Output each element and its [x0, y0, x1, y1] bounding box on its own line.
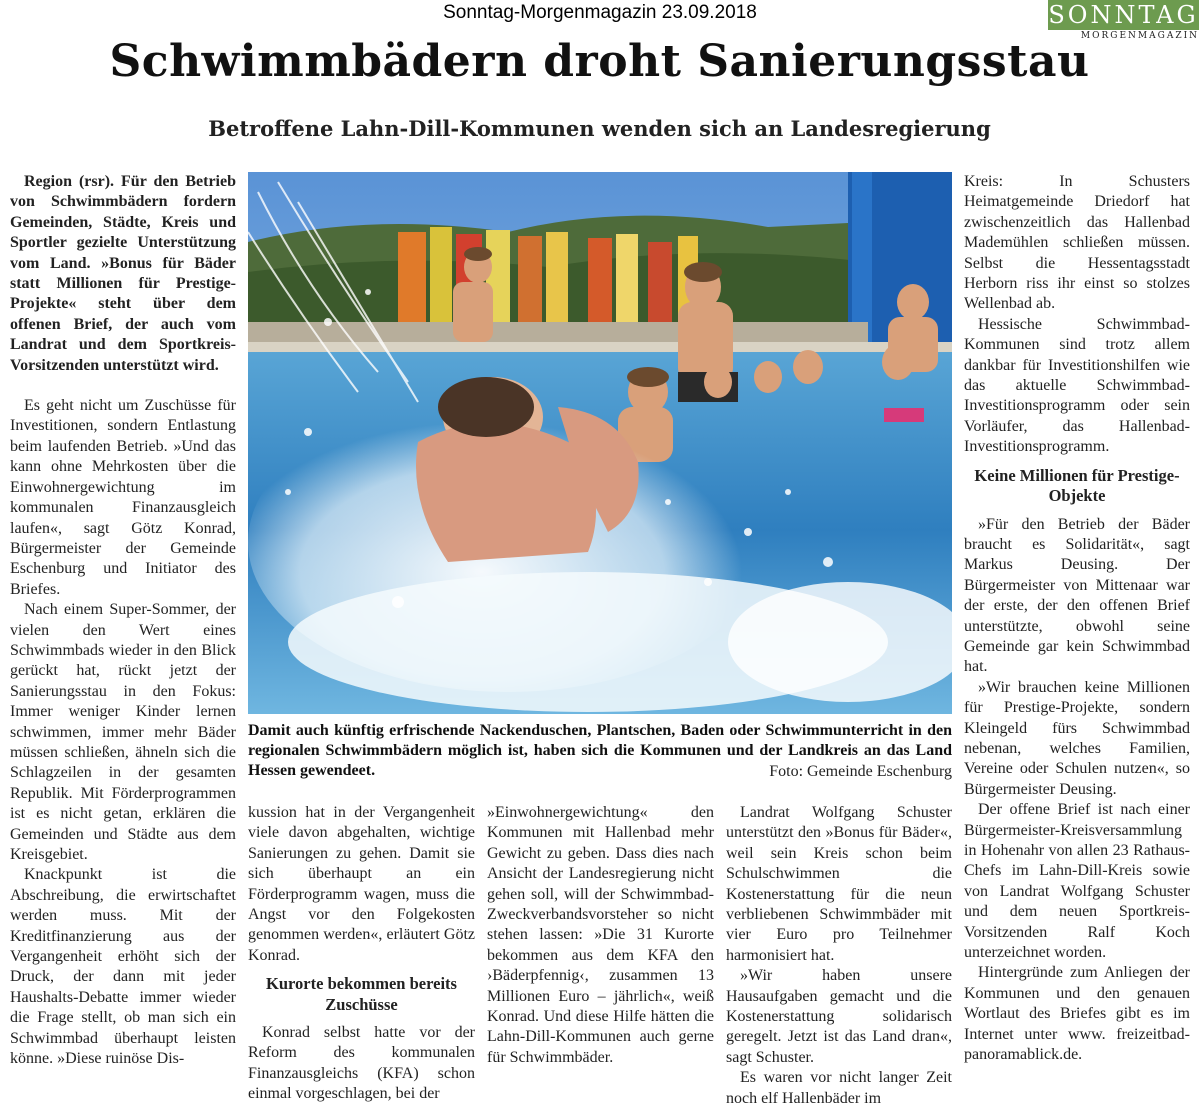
section-subheading: Keine Millionen für Prestige-Objekte	[974, 465, 1180, 506]
paragraph: kussion hat in der Vergangenheit viele davon abgehalten, wichtige Sanierungen zu gehen. Damit sie sich überhaupt an ein Förderprogramm wagen, muss die Angst vor den Folgekosten genommen werden«, erläutert Götz Konrad.	[248, 804, 475, 964]
paragraph: Hessische Schwimmbad-Kommunen sind trotz allem dankbar für Investitionshilfen wie das aktuelle Schwimmbad-Investitionsprogramm oder sein Vorläufer, das Hallenbad-Investitionsprogramm.	[964, 315, 1190, 456]
paragraph: »Wir brauchen keine Millionen für Prestige-Projekte, sondern Kleingeld fürs Schwimmbad nebenan, welches Familien, Vereine oder Schulen nutzen«, so Bürgermeister Deusing.	[964, 678, 1190, 798]
logo-sub-text: MORGENMAGAZIN	[1080, 31, 1199, 41]
photo-caption: Damit auch künftig erfrischende Nackenduschen, Plantschen, Baden oder Schwimmunterricht in den regionalen Schwimmbädern möglich ist, haben sich die Kommunen und der Landkreis an das Land Hessen gewendeet.	[248, 722, 952, 779]
article-subheadline: Betroffene Lahn-Dill-Kommunen wenden sich an Landesregierung	[208, 116, 991, 141]
paragraph: »Einwohnergewichtung« den Kommunen mit Hallenbad mehr Gewicht zu geben. Dass dies nach Ansicht der Landesregierung nicht gehen soll, will der Schwimmbad-Zweckverbandsvorsteher so nicht stehen lassen: »Die 31 Kurorte bekommen aus dem KFA den ›Bäderpfennig‹, zusammen 13 Millionen Euro – jährlich«, weiß Konrad. Und diese Hilfe hätten die Lahn-Dill-Kommunen auch gerne für Schwimmbäder.	[487, 804, 714, 1066]
photo-credit: Foto: Gemeinde Eschenburg	[769, 763, 952, 780]
paragraph: Knackpunkt ist die Abschreibung, die erwirtschaftet werden muss. Mit der Kreditfinanzierung aus der Vergangenheit erhöht sich der Druck, der dann mit jeder Haushalts-Debatte immer wieder die Frage stellt, ob man sich ein Schwimmbad überhaupt leisten könne. »Diese ruinöse Dis-	[10, 866, 236, 1068]
paragraph: Nach einem Super-Sommer, der vielen den Wert eines Schwimmbads wieder in den Blick gerückt hat, rückt jetzt der Sanierungsstau in den Fokus: Immer weniger Kinder lernen schwimmen, immer mehr Bäder müssen schließen, ähneln sich die Schlagzeilen in der gesamten Republik. Mit Förderprogrammen ist es nicht getan, erklären die Gemeinden und Städte aus dem Kreisgebiet.	[10, 601, 236, 863]
pool-photo-illustration	[248, 172, 952, 714]
article-headline: Schwimmbädern droht Sanierungsstau	[109, 36, 1090, 87]
paragraph: »Wir haben unsere Hausaufgaben gemacht und die Kostenerstattung solidarisch geregelt. Jetzt ist das Land dran«, sagt Schuster.	[726, 967, 952, 1066]
article-column-3	[487, 803, 714, 1068]
source-date-line: Sonntag-Morgenmagazin 23.09.2018	[443, 2, 757, 23]
logo-main-text: SONNTAG	[1048, 1, 1199, 29]
paragraph: Hintergründe zum Anliegen der Kommunen und den genauen Wortlaut des Briefes gibt es im Internet unter www. freizeitbad-panoramablick.de.	[964, 964, 1190, 1064]
paragraph: Der offene Brief ist nach einer Bürgermeister-Kreisversammlung in Hohenahr von allen 23 Rathaus-Chefs im Lahn-Dill-Kreis sowie von Landrat Wolfgang Schuster und dem neuen Sportkreis-Vorsitzenden Ralf Koch unterzeichnet worden.	[964, 801, 1190, 962]
article-column-1	[10, 172, 236, 1069]
section-subheading: Kurorte bekommen bereits Zuschüsse	[266, 974, 457, 1014]
paragraph: Konrad selbst hatte vor der Reform des kommunalen Finanzausgleichs (KFA) schon einmal vorgeschlagen, bei der	[248, 1024, 475, 1103]
article-column-5	[964, 172, 1190, 1065]
paragraph: Es geht nicht um Zuschüsse für Investitionen, sondern Entlastung beim laufenden Betrieb. »Und das kann ohne Mehrkosten über die Einwohnergewichtung im kommunalen Finanzausgleich laufen«, sagt Götz Konrad, Bürgermeister der Gemeinde Eschenburg und Initiator des Briefes.	[10, 397, 236, 598]
paragraph: Es waren vor nicht langer Zeit noch elf Hallenbäder im	[726, 1069, 952, 1107]
paragraph: Landrat Wolfgang Schuster unterstützt den »Bonus für Bäder«, weil sein Kreis schon beim Schulschwimmen die Kostenerstattung für die neun verbliebenen Schwimmbäder mit vier Euro pro Teilnehmer harmonisiert hat.	[726, 804, 952, 964]
article-lead: Region (rsr). Für den Betrieb von Schwimmbädern fordern Gemeinden, Städte, Kreis und Sportler gezielte Unterstützung vom Land. »Bonus für Bäder statt Millionen für Prestige-Projekte« steht über dem offenen Brief, der auch vom Landrat und dem Sportkreis-Vorsitzenden unterstützt wird.	[10, 173, 236, 374]
pool-photo	[248, 172, 952, 714]
article-column-4	[726, 803, 952, 1109]
paragraph: Kreis: In Schusters Heimatgemeinde Driedorf hat zwischenzeitlich das Hallenbad Mademühlen schließen müssen. Selbst die Hessentagsstadt Herborn riss ihr einst so stolzes Wellenbad ab.	[964, 173, 1190, 313]
article-column-2	[248, 803, 475, 1105]
paragraph: »Für den Betrieb der Bäder braucht es Solidarität«, sagt Markus Deusing. Der Bürgermeister von Mittenaar war der erste, der den offenen Brief unterstützte, obwohl seine Gemeinde gar kein Schwimmbad hat.	[964, 515, 1190, 676]
